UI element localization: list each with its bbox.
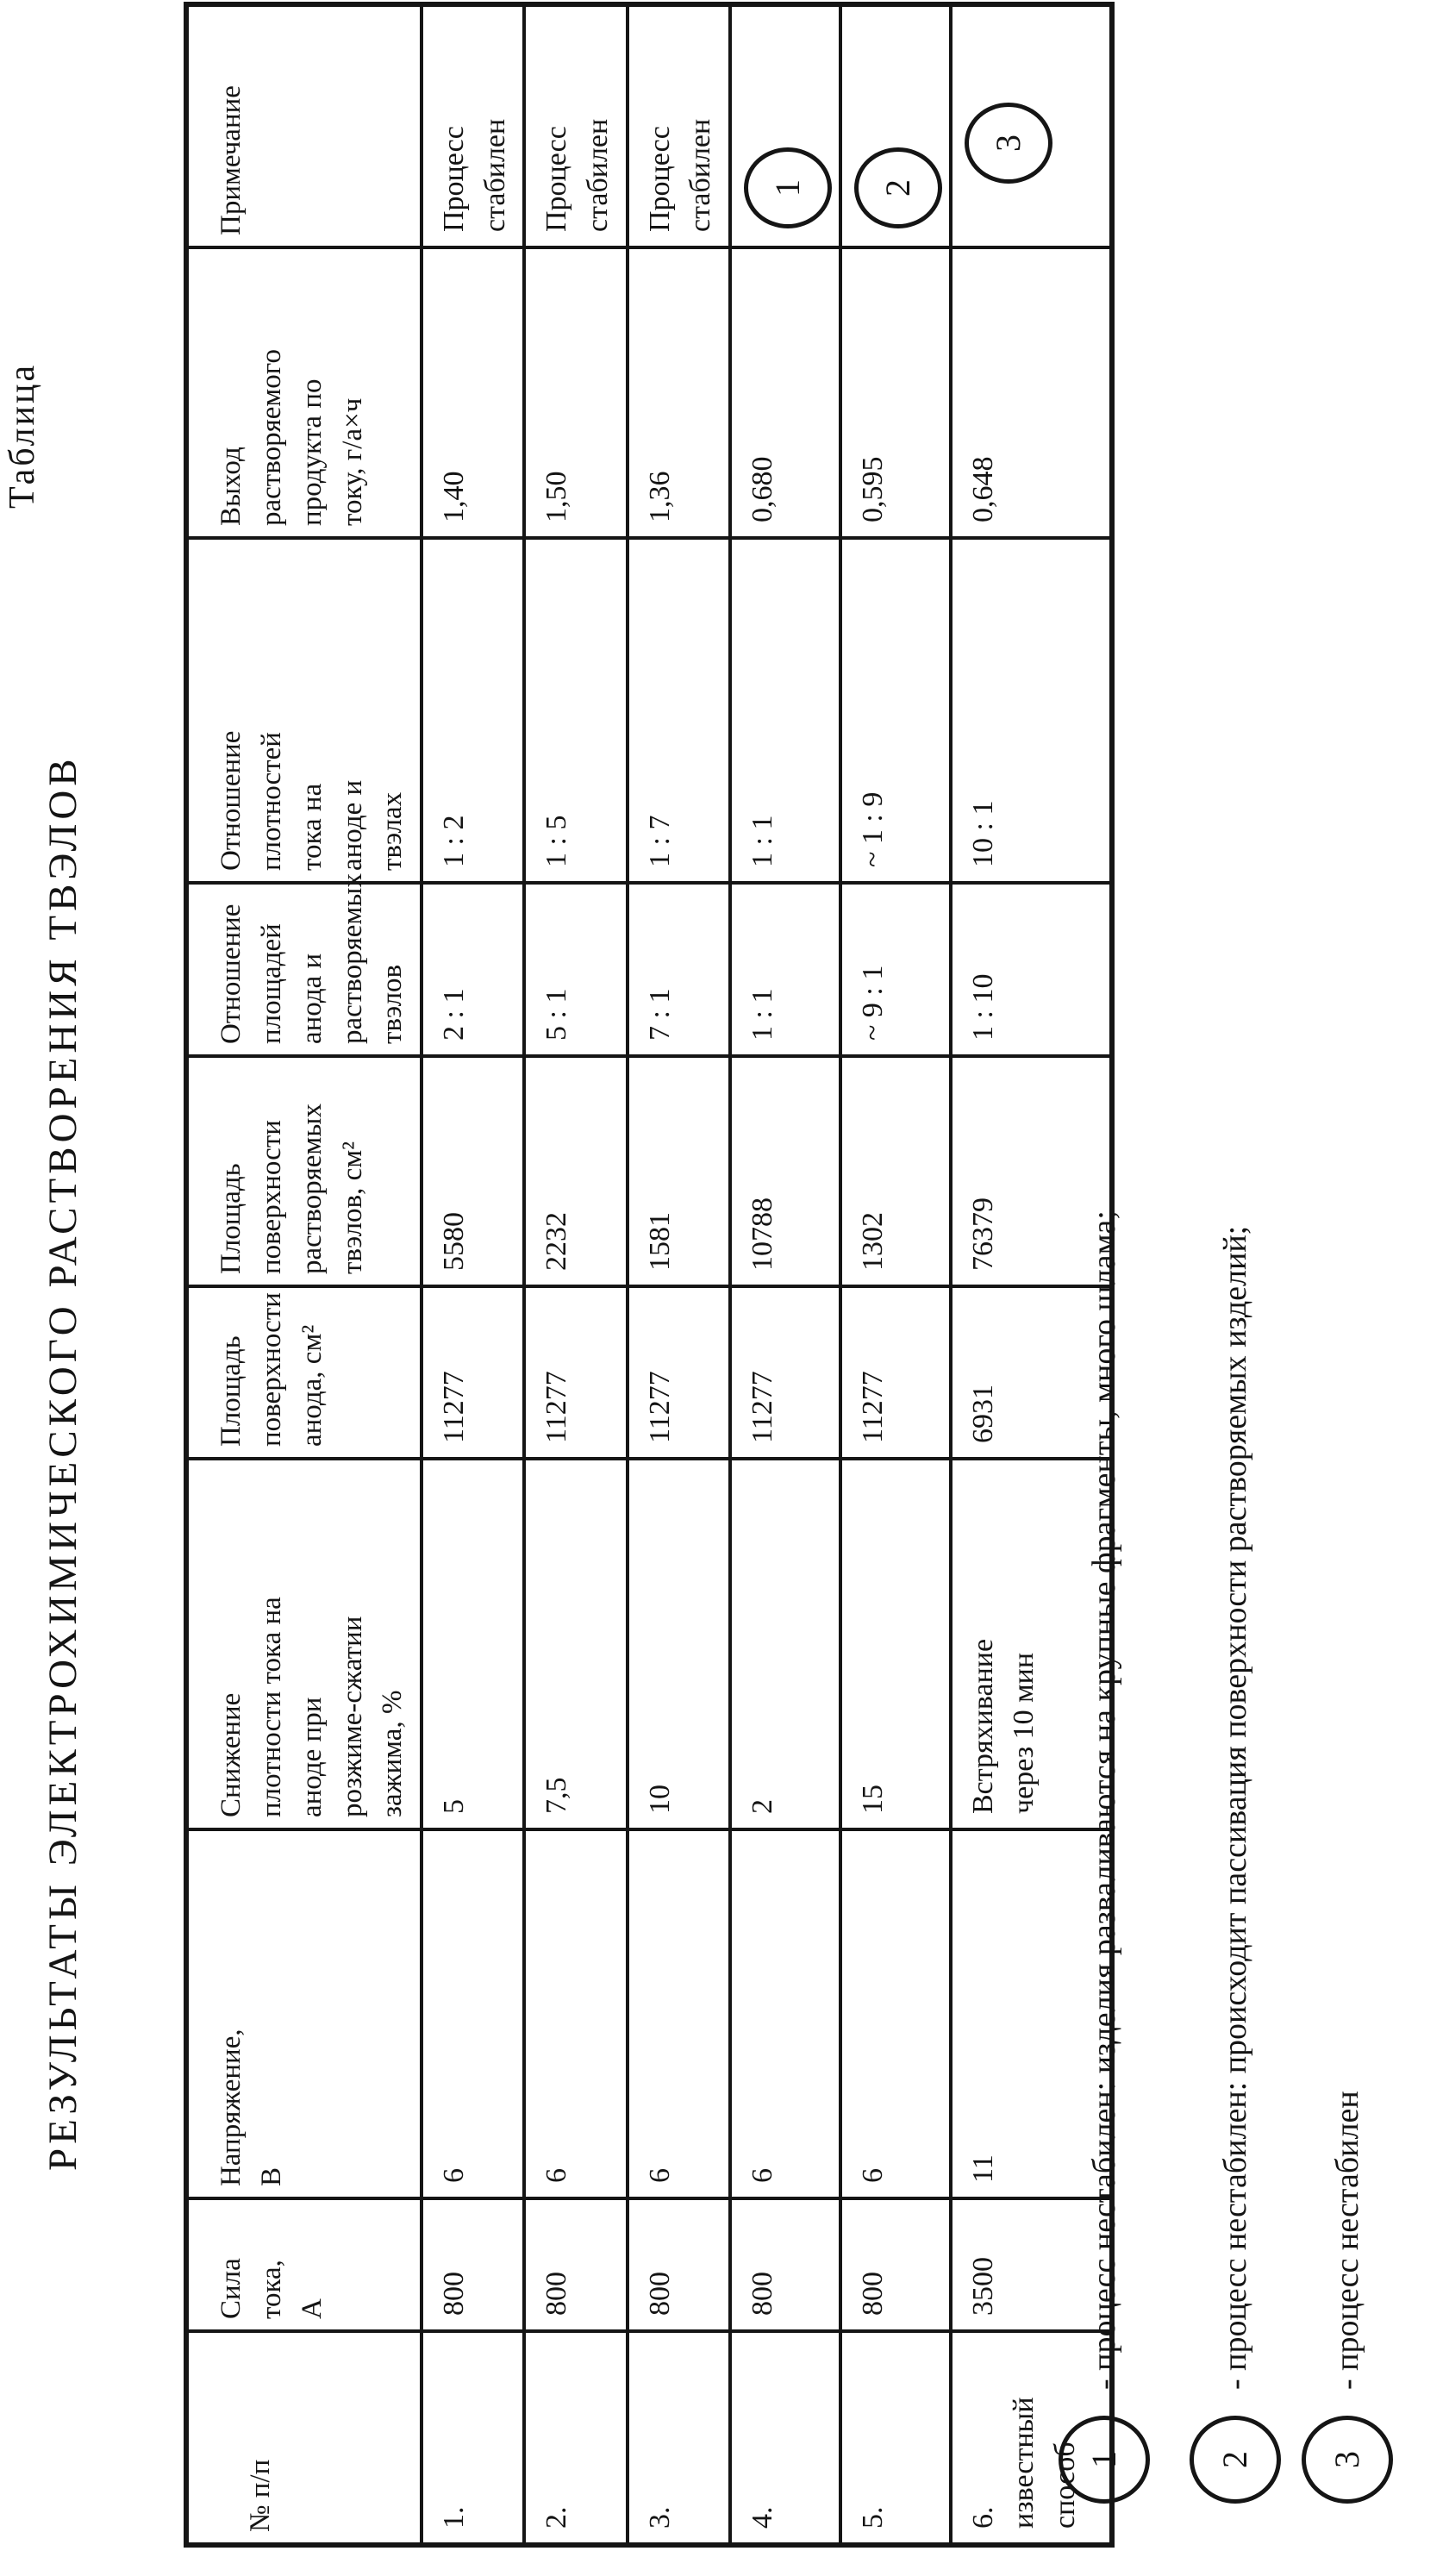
column-header-fuel-area: Площадь поверхности растворяемых твэлов, см² xyxy=(186,1056,422,1286)
data-cell: 5. xyxy=(840,2331,951,2545)
data-cell: 7,5 xyxy=(524,1459,627,1829)
note-cell: Процесс стабилен xyxy=(628,4,730,247)
data-cell: 0,648 xyxy=(951,247,1112,538)
data-cell: ~ 1 : 9 xyxy=(840,538,951,883)
data-cell: 0,680 xyxy=(730,247,840,538)
data-cell: 6 xyxy=(422,1829,524,2198)
data-cell: Встряхивание через 10 мин xyxy=(951,1459,1112,1829)
data-cell: 1,40 xyxy=(422,247,524,538)
column-header-anode-area: Площадь поверхности анода, см² xyxy=(186,1286,422,1459)
data-cell: 11277 xyxy=(730,1286,840,1459)
data-cell: 3. xyxy=(628,2331,730,2545)
data-cell: 5 : 1 xyxy=(524,883,627,1056)
note-cell xyxy=(951,4,1112,247)
note-cell xyxy=(840,4,951,247)
data-cell: 1. xyxy=(422,2331,524,2545)
data-cell: 11277 xyxy=(840,1286,951,1459)
data-cell: 10 xyxy=(628,1459,730,1829)
note-circle-2 xyxy=(854,147,942,228)
data-cell: 1581 xyxy=(628,1056,730,1286)
footnote-text: - процесс нестабилен xyxy=(1329,2091,1365,2390)
data-cell: 800 xyxy=(730,2198,840,2331)
data-cell: 1 : 7 xyxy=(628,538,730,883)
footnote-marker-1 xyxy=(1059,2416,1150,2504)
column-header-density-drop: Снижение плотности тока на аноде при розжиме-сжатии зажима, % xyxy=(186,1459,422,1829)
results-table xyxy=(184,2,1115,2548)
note-circle-number: 3 xyxy=(988,134,1027,152)
data-cell: 1 : 5 xyxy=(524,538,627,883)
column-header-density-ratio: Отношение плотностей тока на аноде и твэлах xyxy=(186,538,422,883)
data-cell: 7 : 1 xyxy=(628,883,730,1056)
data-cell: 5580 xyxy=(422,1056,524,1286)
data-cell: 5 xyxy=(422,1459,524,1829)
column-header-area-ratio: Отношение площадей анода и растворяемых твэлов xyxy=(186,883,422,1056)
table-row xyxy=(730,4,840,2545)
data-cell: 6 xyxy=(840,1829,951,2198)
data-cell: 11277 xyxy=(524,1286,627,1459)
note-circle-number: 2 xyxy=(878,179,917,197)
data-cell: 1 : 2 xyxy=(422,538,524,883)
footnote-number: 3 xyxy=(1327,2451,1366,2468)
footnote-marker-2 xyxy=(1190,2416,1281,2504)
table-row xyxy=(422,4,524,2545)
data-cell: 800 xyxy=(524,2198,627,2331)
footnote-3 xyxy=(1302,2091,1393,2504)
data-cell: 15 xyxy=(840,1459,951,1829)
data-cell: 11277 xyxy=(422,1286,524,1459)
data-cell: 3500 xyxy=(951,2198,1112,2331)
footnote-number: 2 xyxy=(1215,2451,1254,2468)
column-header-num: № п/п xyxy=(186,2331,422,2545)
data-cell: 2 xyxy=(730,1459,840,1829)
footnote-text: - процесс нестабилен: изделия разваливаются на крупные фрагменты, много шлама; xyxy=(1086,1210,1122,2390)
data-cell: 6 xyxy=(524,1829,627,2198)
data-cell: 800 xyxy=(628,2198,730,2331)
data-cell: 800 xyxy=(840,2198,951,2331)
data-cell: 1302 xyxy=(840,1056,951,1286)
data-cell: 10788 xyxy=(730,1056,840,1286)
data-cell: 11277 xyxy=(628,1286,730,1459)
column-header-note: Примечание xyxy=(186,4,422,247)
data-cell: 6 xyxy=(730,1829,840,2198)
note-cell: Процесс стабилен xyxy=(422,4,524,247)
data-cell: 6. известный способ xyxy=(951,2331,1112,2545)
column-header-yield: Выход растворяемого продукта по току, г/а×ч xyxy=(186,247,422,538)
note-circle-number: 1 xyxy=(767,179,807,197)
table-row xyxy=(628,4,730,2545)
data-cell: ~ 9 : 1 xyxy=(840,883,951,1056)
data-cell: 4. xyxy=(730,2331,840,2545)
header-row xyxy=(186,4,422,2545)
note-cell xyxy=(730,4,840,247)
column-header-current: Сила тока, А xyxy=(186,2198,422,2331)
document-title: РЕЗУЛЬТАТЫ ЭЛЕКТРОХИМИЧЕСКОГО РАСТВОРЕНИЯ ТВЭЛОВ xyxy=(41,754,85,2171)
note-circle-3 xyxy=(965,103,1052,184)
table-row xyxy=(524,4,627,2545)
footnote-text: - процесс нестабилен: происходит пассивация поверхности растворяемых изделий; xyxy=(1217,1225,1253,2390)
data-cell: 1 : 1 xyxy=(730,538,840,883)
data-cell: 11 xyxy=(951,1829,1112,2198)
data-cell: 0,595 xyxy=(840,247,951,538)
footnote-2 xyxy=(1190,1226,1281,2504)
data-cell: 2232 xyxy=(524,1056,627,1286)
table-row xyxy=(840,4,951,2545)
data-cell: 6 xyxy=(628,1829,730,2198)
data-cell: 10 : 1 xyxy=(951,538,1112,883)
data-cell: 2. xyxy=(524,2331,627,2545)
footnote-1 xyxy=(1059,1210,1150,2504)
footnote-marker-3 xyxy=(1302,2416,1393,2504)
data-cell: 1 : 10 xyxy=(951,883,1112,1056)
table-corner-label: Таблица xyxy=(3,362,42,509)
data-cell: 1,50 xyxy=(524,247,627,538)
data-cell: 1,36 xyxy=(628,247,730,538)
data-cell: 76379 xyxy=(951,1056,1112,1286)
note-cell: Процесс стабилен xyxy=(524,4,627,247)
column-header-voltage: Напряжение, В xyxy=(186,1829,422,2198)
data-cell: 6931 xyxy=(951,1286,1112,1459)
data-cell: 2 : 1 xyxy=(422,883,524,1056)
data-cell: 800 xyxy=(422,2198,524,2331)
note-circle-1 xyxy=(744,147,832,228)
footnote-number: 1 xyxy=(1084,2451,1123,2468)
data-cell: 1 : 1 xyxy=(730,883,840,1056)
